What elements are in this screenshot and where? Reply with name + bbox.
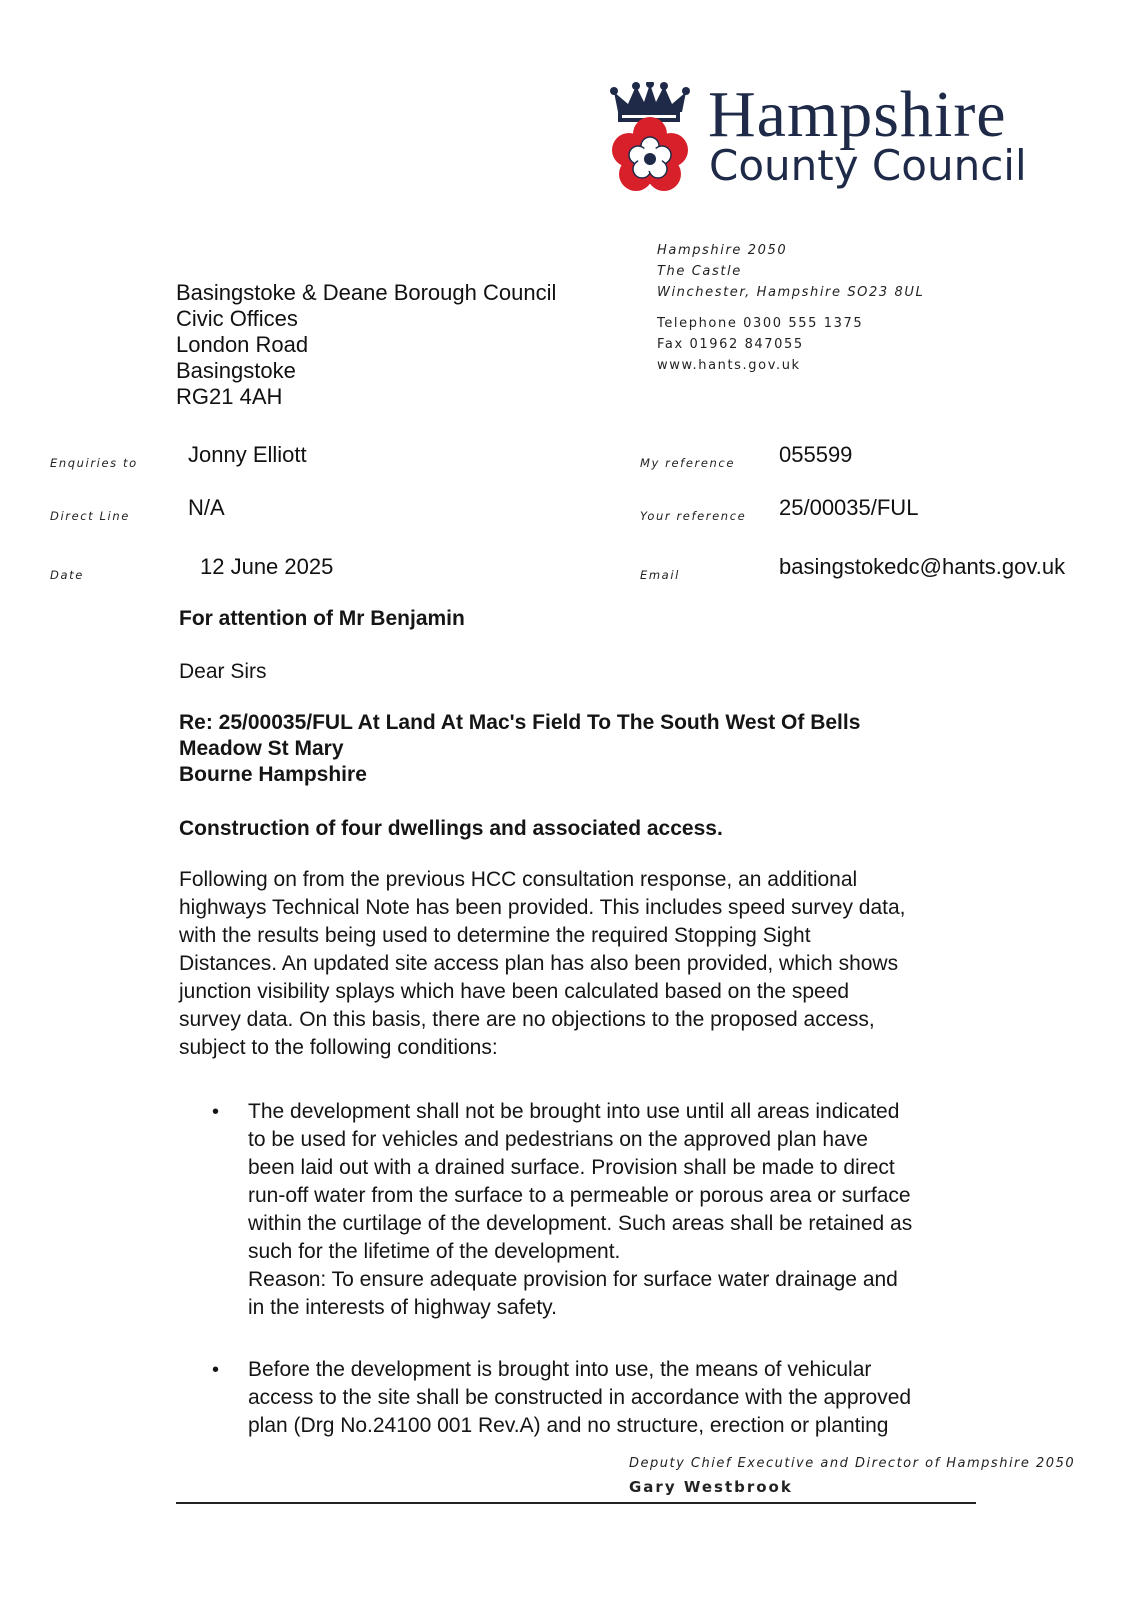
paragraph-line: with the results being used to determine the required Stopping Sight [179, 924, 811, 947]
condition-line: such for the lifetime of the development. [248, 1240, 621, 1263]
hcc-logo [604, 78, 1034, 202]
paragraph-line: Following on from the previous HCC consultation response, an additional [179, 868, 858, 891]
sender-fax: Fax 01962 847055 [657, 337, 804, 352]
paragraph-line: junction visibility splays which have been calculated based on the speed [179, 980, 850, 1003]
salutation: Dear Sirs [179, 660, 267, 683]
proposal-description: Construction of four dwellings and associated access. [179, 817, 723, 840]
subject-line: Re: 25/00035/FUL At Land At Mac's Field To The South West Of Bells [179, 711, 861, 734]
recipient-address-line: London Road [176, 332, 309, 357]
email-label: Email [640, 568, 680, 582]
subject-heading [179, 710, 979, 788]
my-reference-value: 055599 [779, 442, 853, 467]
condition-line: in the interests of highway safety. [248, 1296, 557, 1319]
org-name-line2: County Council [709, 141, 1027, 190]
subject-line: Meadow St Mary [179, 737, 344, 760]
recipient-address-line: Civic Offices [176, 306, 298, 331]
hampshire-rose-crown-emblem [604, 82, 696, 202]
condition-line: access to the site shall be constructed in accordance with the approved [248, 1386, 912, 1409]
direct-line-value: N/A [188, 495, 225, 520]
footer-director-role: Deputy Chief Executive and Director of Hampshire 2050 [629, 1456, 1076, 1471]
condition-line: Before the development is brought into use, the means of vehicular [248, 1358, 872, 1381]
date-label: Date [50, 568, 84, 582]
date-value: 12 June 2025 [200, 554, 334, 579]
recipient-address [176, 280, 556, 410]
recipient-address-line: RG21 4AH [176, 384, 283, 409]
my-reference-label: My reference [640, 456, 735, 470]
email-value[interactable]: basingstokedc@hants.gov.uk [779, 554, 1066, 579]
condition-line: run-off water from the surface to a permeable or porous area or surface [248, 1184, 911, 1207]
sender-telephone: Telephone 0300 555 1375 [657, 316, 864, 331]
sender-website[interactable]: www.hants.gov.uk [657, 358, 801, 373]
bullet-point-icon: • [212, 1101, 220, 1123]
bullet-point-icon: • [212, 1359, 220, 1381]
intro-paragraph [179, 866, 979, 1062]
paragraph-line: subject to the following conditions: [179, 1036, 498, 1059]
paragraph-line: survey data. On this basis, there are no objections to the proposed access, [179, 1008, 875, 1031]
sender-address-line: The Castle [657, 264, 742, 279]
condition-line: Reason: To ensure adequate provision for surface water drainage and [248, 1268, 898, 1291]
condition-line: to be used for vehicles and pedestrians on the approved plan have [248, 1128, 868, 1151]
your-reference-label: Your reference [640, 509, 747, 523]
condition-item [248, 1098, 988, 1322]
sender-address-line: Hampshire 2050 [657, 243, 788, 258]
direct-line-label: Direct Line [50, 509, 130, 523]
enquiries-label: Enquiries to [50, 456, 138, 470]
attention-line: For attention of Mr Benjamin [179, 607, 465, 630]
footer-director-name: Gary Westbrook [629, 1478, 793, 1496]
recipient-address-line: Basingstoke & Deane Borough Council [176, 280, 557, 305]
org-name-line1: Hampshire [708, 78, 1007, 151]
condition-line: plan (Drg No.24100 001 Rev.A) and no structure, erection or planting [248, 1414, 889, 1437]
sender-address-line: Winchester, Hampshire SO23 8UL [657, 285, 925, 300]
recipient-address-line: Basingstoke [176, 358, 296, 383]
condition-line: The development shall not be brought into use until all areas indicated [248, 1100, 900, 1123]
paragraph-line: Distances. An updated site access plan has also been provided, which shows [179, 952, 899, 975]
footer-divider [176, 1502, 976, 1504]
subject-line: Bourne Hampshire [179, 763, 367, 786]
paragraph-line: highways Technical Note has been provided. This includes speed survey data, [179, 896, 906, 919]
condition-item [248, 1356, 988, 1440]
enquiries-value: Jonny Elliott [188, 442, 307, 467]
your-reference-value: 25/00035/FUL [779, 495, 919, 520]
sender-address [657, 240, 924, 376]
condition-line: been laid out with a drained surface. Provision shall be made to direct [248, 1156, 895, 1179]
condition-line: within the curtilage of the development. Such areas shall be retained as [248, 1212, 913, 1235]
